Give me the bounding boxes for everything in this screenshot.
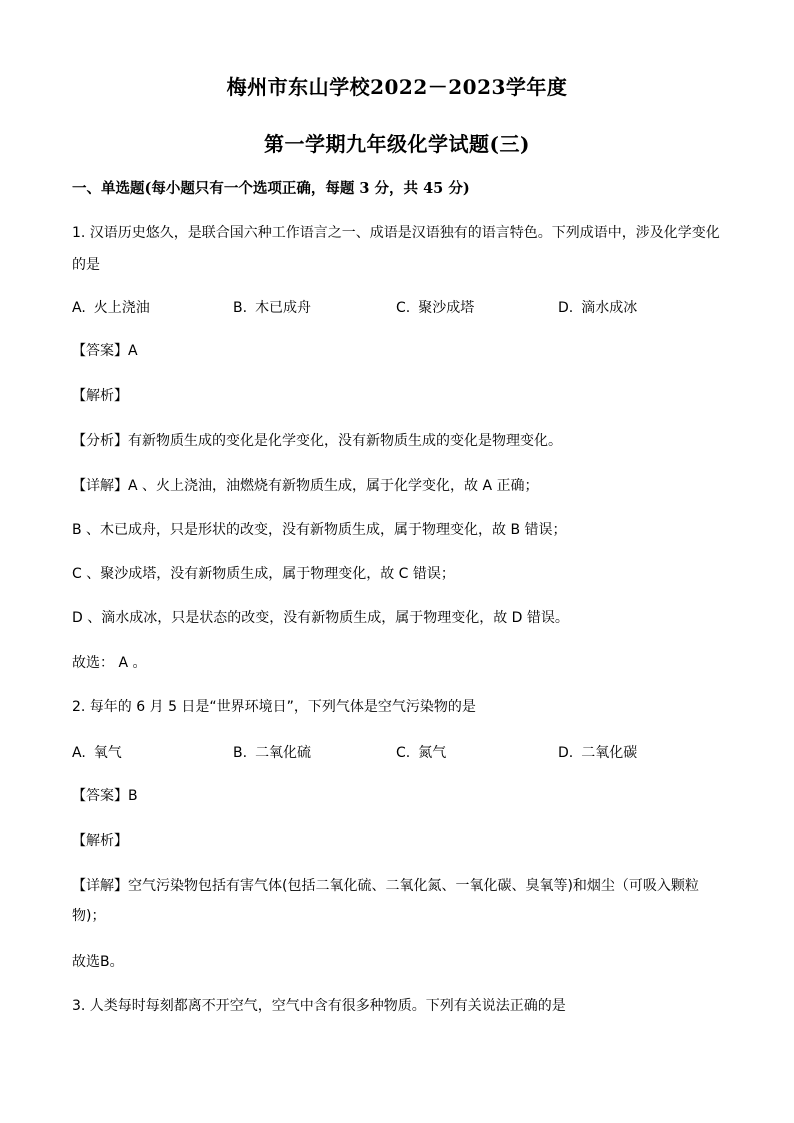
question-1-stem	[72, 217, 724, 281]
question-1-option-a: A. 火上浇油	[72, 300, 150, 316]
question-1-option-d: D. 滴水成冰	[558, 300, 638, 316]
question-2-options	[72, 742, 732, 762]
question-1-options	[72, 297, 732, 317]
question-2-option-c: C. 氮气	[396, 745, 447, 761]
question-1-option-c: C. 聚沙成塔	[396, 300, 475, 316]
question-1-stem-line2: 的是	[72, 257, 100, 273]
question-3-stem: 3. 人类每时每刻都离不开空气，空气中含有很多种物质。下列有关说法正确的是	[72, 998, 566, 1014]
question-2-stem: 2. 每年的 6 月 5 日是“世界环境日”，下列气体是空气污染物的是	[72, 699, 476, 715]
question-2-analysis-tag: 【解析】	[72, 833, 128, 849]
question-1-conclusion: 故选： A 。	[72, 655, 147, 671]
question-2-detail: 【详解】空气污染物包括有害气体(包括二氧化硫、二氧化氮、一氧化碳、臭氧等)和烟尘（可吸入颗粒物)；	[72, 878, 699, 924]
question-2-option-a: A. 氧气	[72, 745, 122, 761]
question-2-option-d: D. 二氧化碳	[558, 745, 638, 761]
document-subtitle: 第一学期九年级化学试题(三)	[264, 132, 530, 156]
question-1-detail-b: B 、木已成舟，只是形状的改变，没有新物质生成，属于物理变化，故 B 错误；	[72, 522, 567, 538]
question-1-detail-a: 【详解】A 、火上浇油，油燃烧有新物质生成，属于化学变化，故 A 正确；	[72, 478, 539, 494]
question-1-detail-c: C 、聚沙成塔，没有新物质生成，属于物理变化，故 C 错误；	[72, 566, 455, 582]
question-1-detail-d: D 、滴水成冰，只是状态的改变，没有新物质生成，属于物理变化，故 D 错误。	[72, 610, 569, 626]
question-1-option-b: B. 木已成舟	[233, 300, 312, 316]
question-2-answer: 【答案】B	[72, 788, 138, 804]
document-title: 梅州市东山学校2022－2023学年度	[226, 75, 568, 99]
question-2-conclusion: 故选B。	[72, 954, 124, 970]
section-heading: 一、单选题(每小题只有一个选项正确，每题 3 分，共 45 分)	[72, 180, 470, 197]
question-2-option-b: B. 二氧化硫	[233, 745, 312, 761]
question-1-fenxi: 【分析】有新物质生成的变化是化学变化，没有新物质生成的变化是物理变化。	[72, 433, 562, 449]
question-1-answer: 【答案】A	[72, 343, 138, 359]
question-1-analysis-tag: 【解析】	[72, 388, 128, 404]
question-1-stem-line1: 1. 汉语历史悠久，是联合国六种工作语言之一、成语是汉语独有的语言特色。下列成语中，涉及化学变化	[72, 225, 720, 241]
